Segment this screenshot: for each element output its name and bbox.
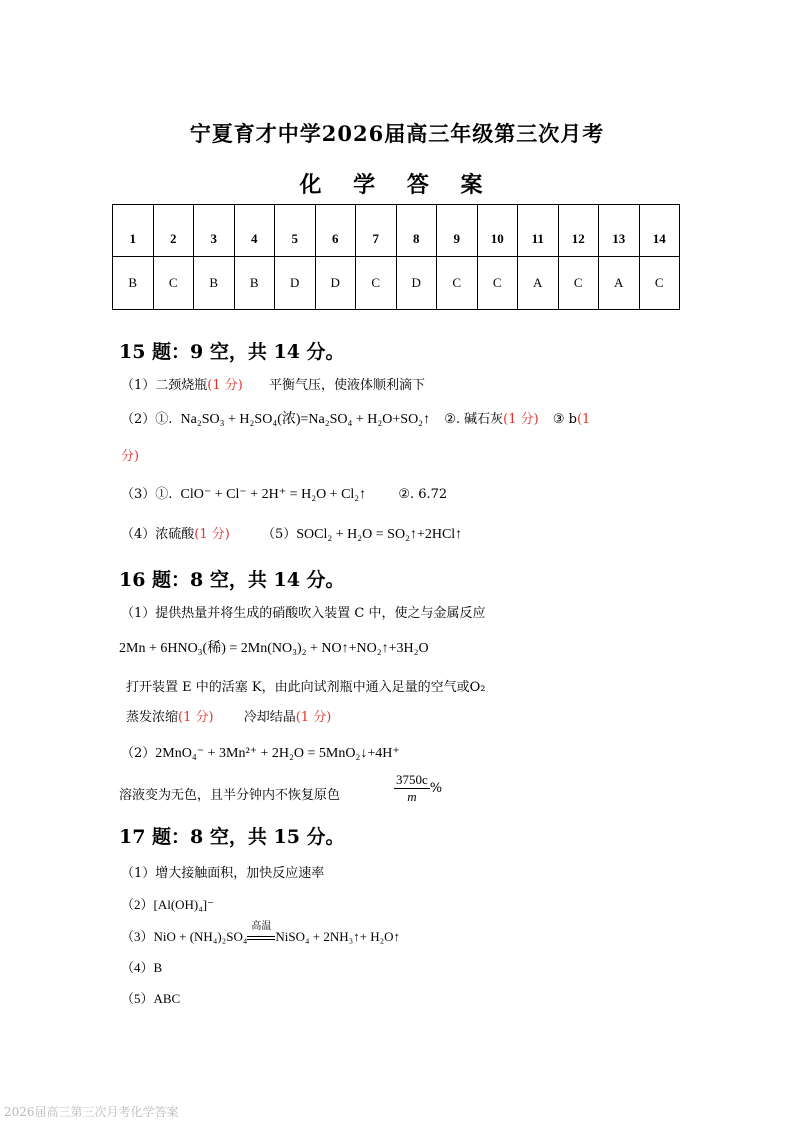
q15-2-answer-b: ②. 碱石灰 bbox=[444, 412, 504, 427]
question-number: 11 bbox=[518, 205, 559, 257]
answer-key: C bbox=[153, 257, 194, 310]
score-note: (1 分) bbox=[295, 710, 332, 725]
q15-1-answer-b: 平衡气压，使液体顺利滴下 bbox=[268, 378, 425, 393]
answer-key: D bbox=[396, 257, 437, 310]
q17-line-2: （2）[Al(OH)₄]⁻ bbox=[121, 897, 214, 912]
q17-line-1: （1）增大接触面积，加快反应速率 bbox=[121, 866, 325, 881]
q15-line-4 bbox=[121, 523, 462, 543]
answer-key: A bbox=[599, 257, 640, 310]
answer-table-key-row bbox=[113, 257, 680, 310]
q17-line-4: （4）B bbox=[121, 960, 163, 975]
page-subtitle: 化 学 答 案 bbox=[299, 172, 495, 198]
q17-line-3 bbox=[121, 921, 401, 945]
q16-line-3: 打开装置 E 中的活塞 K，由此向试剂瓶中通入足量的空气或O₂ bbox=[126, 680, 486, 695]
fraction-numerator: 3750c bbox=[396, 772, 428, 787]
q17-reactants: （3）NiO + (NH₄)₂SO₄ bbox=[121, 929, 248, 944]
q16-fraction-answer bbox=[394, 772, 442, 805]
answer-key: D bbox=[275, 257, 316, 310]
question-number: 7 bbox=[356, 205, 397, 257]
score-note: (1 分) bbox=[207, 378, 243, 393]
q16-heading: 16 题：8 空，共 14 分。 bbox=[119, 569, 345, 591]
score-note: (1 bbox=[576, 412, 591, 427]
q16-answer-a: 蒸发浓缩 bbox=[126, 710, 179, 725]
q16-line-6: 溶液变为无色，且半分钟内不恢复原色 bbox=[119, 788, 341, 803]
answer-key: B bbox=[113, 257, 154, 310]
q15-3-equation: ClO⁻ + Cl⁻ + 2H⁺ = H₂O + Cl₂↑ bbox=[180, 487, 367, 502]
reaction-condition bbox=[247, 921, 275, 945]
q15-5-equation: SOCl₂ + H₂O = SO₂↑+2HCl↑ bbox=[296, 527, 463, 542]
q16-line-4 bbox=[126, 706, 331, 725]
score-note: (1 分) bbox=[503, 412, 539, 427]
answer-key: A bbox=[518, 257, 559, 310]
q15-3-label: （3）①. bbox=[121, 487, 173, 502]
q15-heading: 15 题：9 空，共 14 分。 bbox=[119, 341, 345, 363]
footer-watermark: 2026届高三第三次月考化学答案 bbox=[4, 1105, 179, 1119]
question-number: 14 bbox=[639, 205, 680, 257]
q15-4-answer: （4）浓硫酸 bbox=[121, 527, 195, 542]
q15-line-1 bbox=[121, 374, 425, 393]
q15-3-answer-b: ②. 6.72 bbox=[398, 487, 448, 502]
q17-line-5: （5）ABC bbox=[121, 991, 181, 1006]
q17-products: NiSO₄ + 2NH₃↑+ H₂O↑ bbox=[275, 929, 401, 944]
q15-5-label: （5） bbox=[261, 527, 297, 542]
q16-equation-2: 2MnO₄⁻ + 3Mn²⁺ + 2H₂O = 5MnO₂↓+4H⁺ bbox=[155, 746, 400, 761]
q15-line-2 bbox=[121, 408, 590, 428]
q15-2-answer-c: ③ b bbox=[552, 412, 577, 427]
question-number: 4 bbox=[234, 205, 275, 257]
question-number: 1 bbox=[113, 205, 154, 257]
percent-sign: % bbox=[429, 781, 443, 796]
fraction-denominator: m bbox=[407, 789, 417, 804]
question-number: 13 bbox=[599, 205, 640, 257]
answer-key: C bbox=[477, 257, 518, 310]
answer-key: C bbox=[639, 257, 680, 310]
question-number: 10 bbox=[477, 205, 518, 257]
question-number: 6 bbox=[315, 205, 356, 257]
q15-1-answer: （1）二颈烧瓶 bbox=[121, 378, 208, 393]
answer-table bbox=[112, 204, 680, 310]
answer-key: B bbox=[234, 257, 275, 310]
score-note: (1 分) bbox=[178, 710, 214, 725]
page-title: 宁夏育才中学2026届高三年级第三次月考 bbox=[189, 121, 605, 146]
question-number: 12 bbox=[558, 205, 599, 257]
question-number: 8 bbox=[396, 205, 437, 257]
question-number: 5 bbox=[275, 205, 316, 257]
answer-key: D bbox=[315, 257, 356, 310]
score-note-continued: 分) bbox=[121, 449, 140, 464]
answer-key: B bbox=[194, 257, 235, 310]
question-number: 9 bbox=[437, 205, 478, 257]
condition-label: 高温 bbox=[251, 921, 272, 932]
q16-answer-b: 冷却结晶 bbox=[243, 710, 296, 725]
answer-table-number-row bbox=[113, 205, 680, 257]
q15-2-label: （2）①. bbox=[121, 412, 173, 427]
fraction bbox=[394, 772, 430, 805]
score-note: (1 分) bbox=[194, 527, 230, 542]
q15-line-3 bbox=[121, 483, 447, 503]
q16-2-label: （2） bbox=[121, 746, 156, 761]
q17-heading: 17 题：8 空，共 15 分。 bbox=[119, 826, 345, 848]
q15-2-equation: Na₂SO₃ + H₂SO₄(浓)=Na₂SO₄ + H₂O+SO₂↑ bbox=[180, 412, 431, 427]
answer-key: C bbox=[437, 257, 478, 310]
question-number: 2 bbox=[153, 205, 194, 257]
answer-key: C bbox=[356, 257, 397, 310]
equals-arrow bbox=[247, 936, 275, 940]
answer-key: C bbox=[558, 257, 599, 310]
q16-line-5 bbox=[121, 742, 400, 762]
question-number: 3 bbox=[194, 205, 235, 257]
q16-equation-1: 2Mn + 6HNO₃(稀) = 2Mn(NO₃)₂ + NO↑+NO₂↑+3H₂O bbox=[119, 641, 429, 656]
q16-line-1: （1）提供热量并将生成的硝酸吹入装置 C 中，使之与金属反应 bbox=[121, 606, 486, 621]
